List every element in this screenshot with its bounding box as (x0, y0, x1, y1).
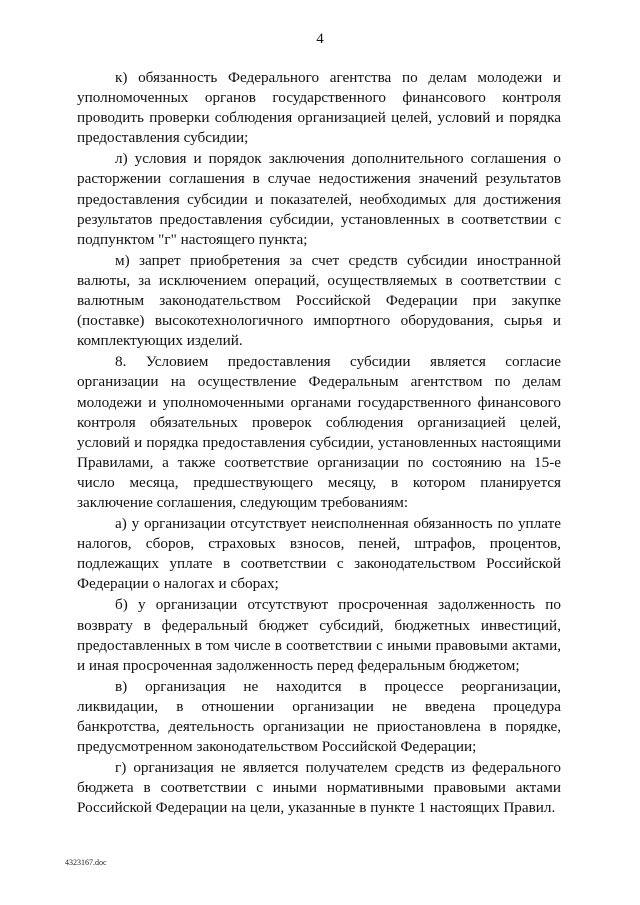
paragraph-a: а) у организации отсутствует неисполненная обязанность по уплате налогов, сборов, страховых взносов, пеней, штрафов, процентов, подлежащих уплате в соответствии с законодательством Российской Федерации о налогах и сборах; (77, 515, 561, 593)
paragraph-8: 8. Условием предоставления субсидии является согласие организации на осуществление Федеральным агентством по делам молодежи и уполномоченными органами государственного финансового контроля обязательных проверок соблюдения организацией целей, условий и порядка предоставления субсидии, установленных настоящими Правилами, а также соответствие организации по состоянию на 15-е число месяца, предшествующего месяцу, в котором планируется заключение соглашения, следующим требованиям: (77, 353, 561, 511)
paragraph-k: к) обязанность Федерального агентства по делам молодежи и уполномоченных органов государственного финансового контроля проводить проверки соблюдения организацией целей, условий и порядка предоставления субсидии; (77, 69, 561, 147)
paragraph-b: б) у организации отсутствуют просроченная задолженность по возврату в федеральный бюджет субсидий, бюджетных инвестиций, предоставленных в том числе в соответствии с иными правовыми актами, и иная просроченная задолженность перед федеральным бюджетом; (77, 596, 561, 674)
document-body (77, 68, 561, 819)
paragraph-v: в) организация не находится в процессе реорганизации, ликвидации, в отношении организации не введена процедура банкротства, деятельность организации не приостановлена в порядке, предусмотренном законодательством Российской Федерации; (77, 677, 561, 756)
paragraph-l: л) условия и порядок заключения дополнительного соглашения о расторжении соглашения в случае недостижения значений результатов предоставления субсидии и показателей, необходимых для достижения результатов предоставления субсидии, установленных в соответствии с подпунктом "г" настоящего пункта; (77, 150, 561, 248)
footer-document-code: 4323167.doc (65, 858, 107, 867)
paragraph-m: м) запрет приобретения за счет средств субсидии иностранной валюты, за исключением операций, осуществляемых в соответствии с валютным законодательством Российской Федерации при закупке (поставке) высокотехнологичного импортного оборудования, сырья и комплектующих изделий. (77, 251, 561, 350)
paragraph-g: г) организация не является получателем средств из федерального бюджета в соответствии с иными нормативными правовыми актами Российской Федерации на цели, указанные в пункте 1 настоящих Правил. (77, 759, 561, 817)
page-number: 4 (316, 31, 324, 47)
